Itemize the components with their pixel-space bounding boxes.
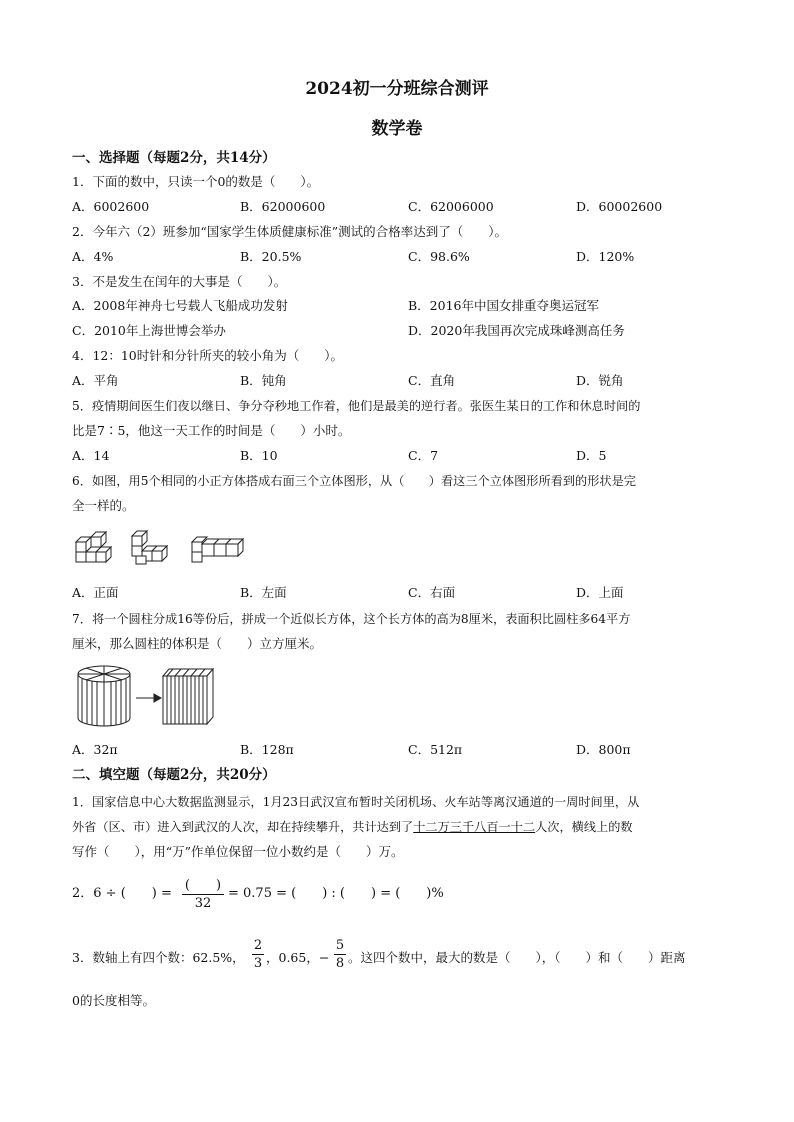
- q5-stem-line1: 5．疫情期间医生们夜以继日、争分夺秒地工作着，他们是最美的逆行者。张医生某日的工作和休息时间的: [72, 399, 641, 413]
- q7-stem-line1: 7．将一个圆柱分成16等份后，拼成一个近似长方体，这个长方体的高为8厘米，表面积比圆柱多64平方: [72, 612, 631, 626]
- fill-q3-fraction-1-numerator: 2: [253, 938, 263, 953]
- fill-q3-fraction-2-numerator: 5: [335, 938, 345, 953]
- q6-stem-line1: 6．如图，用5个相同的小正方体搭成右面三个立体图形，从（ ）看这三个立体图形所看到的形状是完: [72, 474, 636, 488]
- fill-q3-suffix: 。这四个数中，最大的数是（ ），（ ）和（ ）距离: [348, 950, 686, 965]
- section2-header: 二、填空题（每题2分，共20分）: [72, 767, 276, 783]
- fill-q2-fraction: [182, 874, 224, 911]
- fill-q1-line1: 1．国家信息中心大数据监测显示，1月23日武汉宣布暂时关闭机场、火车站等离汉通道的一周时间里，从: [72, 795, 640, 809]
- q6-option-c: C．右面: [408, 585, 456, 600]
- q7-option-d: D．800π: [576, 742, 631, 757]
- fill-q2-fraction-denominator: 32: [194, 896, 212, 911]
- fill-q2-prefix: 2．6 ÷ ( ) =: [72, 886, 172, 901]
- q2-option-d: D．120%: [576, 249, 635, 264]
- q4-option-c: C．直角: [408, 373, 456, 388]
- q2-stem: 2．今年六（2）班参加“国家学生体质健康标准”测试的合格率达到了（ ）。: [72, 224, 507, 239]
- q1-option-a: A．6002600: [72, 199, 150, 214]
- q7-stem-line2: 厘米，那么圆柱的体积是（ ）立方厘米。: [72, 636, 323, 651]
- fill-q3-prefix: 3．数轴上有四个数：62.5%，: [72, 950, 245, 965]
- q4-option-a: A．平角: [72, 373, 119, 388]
- cylinder-to-cuboid-figure: [74, 664, 224, 730]
- q4-stem: 4．12：10时针和分针所夹的较小角为（ ）。: [72, 348, 344, 363]
- fill-q1-line2-pre: 外省（区、市）进入到武汉的人次，却在持续攀升，共计达到了: [72, 820, 414, 834]
- q6-option-d: D．上面: [576, 585, 624, 600]
- q5-option-c: C．7: [408, 448, 439, 463]
- page-title: 2024初一分班综合测评: [305, 79, 489, 99]
- q3-option-b: B．2016年中国女排重夺奥运冠军: [408, 298, 599, 313]
- q1-option-c: C．62006000: [408, 199, 494, 214]
- cylinder-shape: [78, 666, 130, 726]
- q2-option-a: A．4%: [72, 249, 114, 264]
- q6-option-b: B．左面: [240, 585, 287, 600]
- q1-option-d: D．60002600: [576, 199, 663, 214]
- q6-stem-line2: 全一样的。: [72, 498, 135, 513]
- fill-q2-fraction-numerator: ( ): [184, 878, 222, 893]
- fill-q3-fraction-2-denominator: 8: [335, 956, 345, 971]
- fraction-bar: [252, 954, 264, 955]
- cube-structure-1: [76, 532, 111, 562]
- fill-q3-mid: ，0.65，−: [266, 950, 330, 965]
- q2-option-c: C．98.6%: [408, 249, 470, 264]
- q1-option-b: B．62000600: [240, 199, 326, 214]
- fill-q1-underlined-number: 十二万三千八百一十二: [413, 820, 536, 834]
- q2-option-b: B．20.5%: [240, 249, 302, 264]
- q7-option-c: C．512π: [408, 742, 463, 757]
- cube-structure-2: [132, 531, 167, 564]
- q7-option-a: A．32π: [72, 742, 118, 757]
- fill-q3-fraction-1-denominator: 3: [253, 956, 263, 971]
- cube-structures-figure: [74, 528, 244, 568]
- cuboid-shape: [163, 669, 213, 724]
- fill-q2-suffix: = 0.75 = ( ) : ( ) = ( )%: [228, 886, 444, 901]
- q4-option-d: D．锐角: [576, 373, 624, 388]
- section1-header: 一、选择题（每题2分，共14分）: [72, 150, 276, 166]
- q3-option-c: C．2010年上海世博会举办: [72, 323, 226, 338]
- q4-option-b: B．钝角: [240, 373, 287, 388]
- fill-q3-fraction-2: [334, 938, 346, 971]
- q3-option-a: A．2008年神舟七号载人飞船成功发射: [72, 298, 288, 313]
- q5-option-a: A．14: [72, 448, 110, 463]
- arrow-head-icon: [154, 694, 161, 702]
- q6-option-a: A．正面: [72, 585, 119, 600]
- q5-stem-line2: 比是7∶5，他这一天工作的时间是（ ）小时。: [72, 423, 351, 438]
- fill-q1-line2-post: 人次，横线上的数: [535, 820, 633, 834]
- fill-q1-line3: 写作（ ），用“万”作单位保留一位小数约是（ ）万。: [72, 844, 404, 859]
- fill-q3-line2: 0的长度相等。: [72, 993, 155, 1008]
- q3-option-d: D．2020年我国再次完成珠峰测高任务: [408, 323, 625, 338]
- page-subtitle: 数学卷: [371, 119, 423, 139]
- q7-option-b: B．128π: [240, 742, 294, 757]
- fraction-bar: [182, 894, 224, 895]
- q3-stem: 3．不是发生在闰年的大事是（ ）。: [72, 274, 287, 289]
- q1-stem: 1．下面的数中，只读一个0的数是（ ）。: [72, 174, 320, 189]
- fill-q1-line2: [72, 819, 633, 835]
- cube-structure-3: [192, 537, 243, 562]
- q5-option-b: B．10: [240, 448, 278, 463]
- fraction-bar: [334, 954, 346, 955]
- q5-option-d: D．5: [576, 448, 607, 463]
- fill-q3-fraction-1: [252, 938, 264, 971]
